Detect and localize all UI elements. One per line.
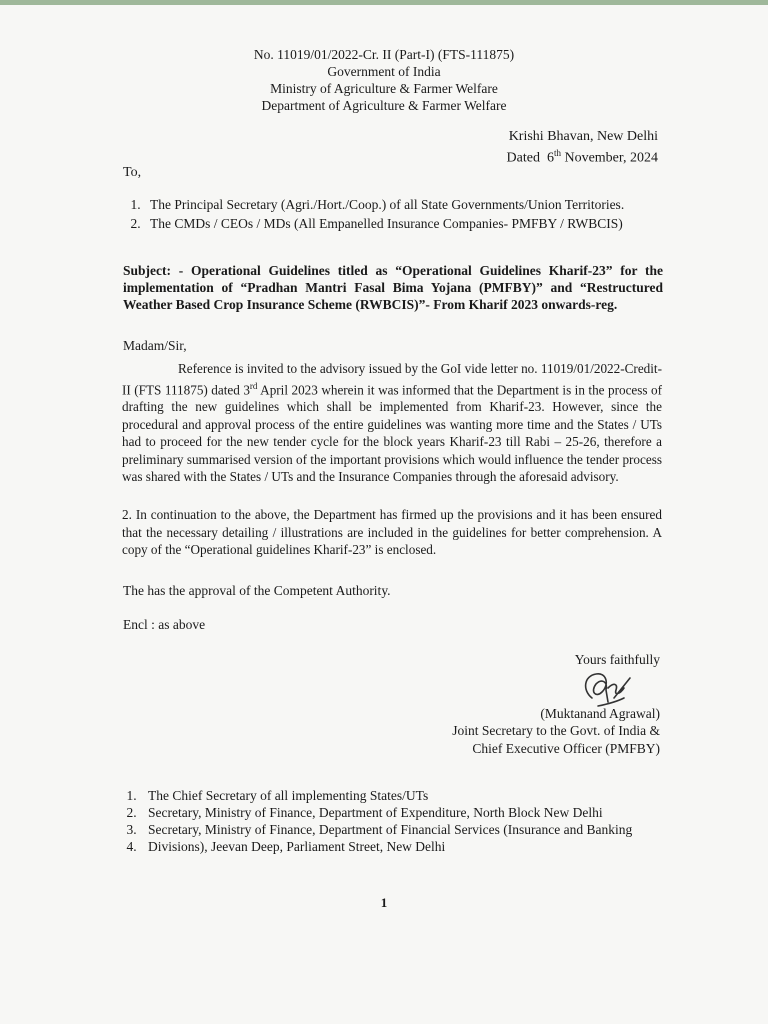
ministry-line: Ministry of Agriculture & Farmer Welfare [270,81,498,96]
list-item: 3. Secretary, Ministry of Finance, Department of Financial Services (Insurance and Banking [140,821,660,838]
body-paragraph-1: Reference is invited to the advisory issued by the GoI vide letter no. 11019/01/2022-Credit-II (FTS 111875) dated 3rd April 2023 wherein it was informed that the Department is in the process of drafting the new guidelines which shall be implemented from Kharif-23. However, since the procedural and approval process of the entire guidelines was wanting more time and the States / UTs had to proceed for the new tender cycle for the block years Kharif-23 till Rabi – 25-26, therefore a preliminary summarised version of the important provisions which would influence the tender process was shared with the States / UTs and the Insurance Companies through the aforesaid advisory. [122,361,662,485]
date-line: Dated 6th November, 2024 [506,148,658,166]
list-item: 2. Secretary, Ministry of Finance, Department of Expenditure, North Block New Delhi [140,804,660,821]
to-label: To, [123,165,142,180]
file-number: No. 11019/01/2022-Cr. II (Part-I) (FTS-111875) [253,47,515,62]
list-item: 2. The CMDs / CEOs / MDs (All Empanelled Insurance Companies- PMFBY / RWBCIS) [144,214,704,233]
list-item: 1. The Principal Secretary (Agri./Hort./Coop.) of all State Governments/Union Territories. [144,195,704,214]
signatory-designation-1: Joint Secretary to the Govt. of India & [452,723,660,738]
government-line: Government of India [327,64,441,79]
copy-to-list [110,787,660,855]
department-line: Department of Agriculture & Farmer Welfare [261,98,507,113]
signatory-designation-2: Chief Executive Officer (PMFBY) [472,741,660,756]
approval-line: The has the approval of the Competent Authority. [123,583,391,598]
signatory-name: (Muktanand Agrawal) [540,706,660,721]
page-number: 1 [380,895,388,910]
closing-line: Yours faithfully [574,652,660,667]
salutation: Madam/Sir, [123,338,187,353]
enclosure-line: Encl : as above [123,617,206,632]
list-item: 1. The Chief Secretary of all implementing States/UTs [140,787,660,804]
list-item: 4. Divisions), Jeevan Deep, Parliament Street, New Delhi [140,838,660,855]
place-line: Krishi Bhavan, New Delhi [508,129,658,144]
body-paragraph-2: 2. In continuation to the above, the Department has firmed up the provisions and it has been ensured that the necessary detailing / illustrations are included in the guidelines for better comprehension. A copy of the “Operational guidelines Kharif-23” is enclosed. [122,507,662,557]
recipient-list [120,195,704,233]
subject-line: Subject: - Operational Guidelines titled as “Operational Guidelines Kharif-23” for the implementation of “Pradhan Mantri Fasal Bima Yojana (PMFBY)” and “Restructured Weather Based Crop Insurance Scheme (RWBCIS)”- From Kharif 2023 onwards-reg. [123,263,663,312]
handwritten-signature [578,668,638,710]
